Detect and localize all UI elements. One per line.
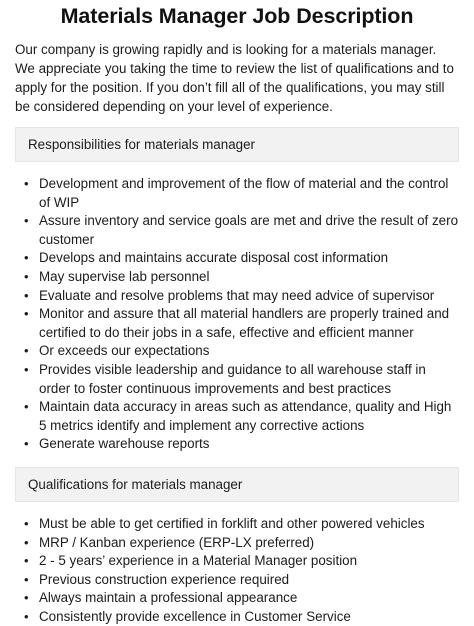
- list-item-text: Monitor and assure that all material handlers are properly trained and certified to do their jobs in a safe, effective and efficient manner: [39, 306, 450, 340]
- list-item: [15, 175, 459, 212]
- list-item-text: Assure inventory and service goals are met and drive the result of zero customer: [39, 213, 459, 247]
- list-item: [15, 435, 459, 454]
- bullet-icon: •: [24, 399, 29, 415]
- bullet-icon: •: [24, 287, 29, 303]
- list-item: [15, 534, 459, 553]
- list-item: [15, 552, 459, 571]
- list-item: [15, 268, 459, 287]
- bullet-icon: •: [24, 515, 29, 531]
- list-item-text: MRP / Kanban experience (ERP-LX preferred): [39, 534, 315, 550]
- list-item-text: 2 - 5 years’ experience in a Material Manager position: [39, 553, 358, 569]
- list-item: [15, 287, 459, 306]
- list-item-text: Develops and maintains accurate disposal cost information: [39, 250, 389, 266]
- bullet-icon: •: [24, 608, 29, 624]
- list-item-text: Maintain data accuracy in areas such as attendance, quality and High 5 metrics identify and implement any corrective actions: [39, 399, 452, 433]
- list-item: [15, 361, 459, 398]
- qualifications-header: [15, 467, 459, 502]
- bullet-icon: •: [24, 268, 29, 284]
- qualifications-list: [15, 515, 459, 626]
- list-item: [15, 212, 459, 249]
- list-item-text: May supervise lab personnel: [39, 268, 210, 284]
- responsibilities-header: [15, 127, 459, 162]
- bullet-icon: •: [24, 590, 29, 606]
- bullet-icon: •: [24, 176, 29, 191]
- list-item: [15, 571, 459, 590]
- list-item-text: Provides visible leadership and guidance to all warehouse staff in order to foster continuous improvements and best practices: [39, 361, 426, 396]
- bullet-icon: •: [24, 250, 29, 266]
- page-title: Materials Manager Job Description: [60, 4, 414, 28]
- bullet-icon: •: [24, 534, 29, 550]
- bullet-icon: •: [24, 343, 29, 359]
- bullet-icon: •: [24, 553, 29, 569]
- bullet-icon: •: [24, 571, 29, 587]
- list-item: [15, 342, 459, 361]
- list-item: [15, 608, 459, 626]
- bullet-icon: •: [24, 436, 29, 452]
- list-item: [15, 515, 459, 534]
- list-item-text: Development and improvement of the flow of material and the control of WIP: [39, 176, 449, 210]
- qualifications-heading: Qualifications for materials manager: [28, 476, 243, 492]
- list-item-text: Evaluate and resolve problems that may need advice of supervisor: [39, 287, 435, 303]
- bullet-icon: •: [24, 306, 29, 322]
- list-item: [15, 589, 459, 608]
- bullet-icon: •: [24, 213, 29, 229]
- list-item: [15, 398, 459, 435]
- list-item-text: Must be able to get certified in forklift and other powered vehicles: [39, 515, 425, 531]
- bullet-icon: •: [24, 361, 29, 377]
- list-item-text: Generate warehouse reports: [39, 436, 210, 452]
- responsibilities-list: [15, 175, 459, 454]
- list-item-text: Consistently provide excellence in Customer Service: [39, 608, 351, 624]
- intro-paragraph: Our company is growing rapidly and is looking for a materials manager. We appreciate you taking the time to review the list of qualifications and to apply for the position. If you don’t fill all of the qualifications, you may still be considered depending on your level of experience.: [15, 42, 454, 114]
- list-item-text: Previous construction experience required: [39, 571, 290, 587]
- list-item-text: Or exceeds our expectations: [39, 343, 210, 359]
- responsibilities-heading: Responsibilities for materials manager: [28, 137, 255, 152]
- list-item: [15, 305, 459, 342]
- list-item-text: Always maintain a professional appearance: [39, 590, 298, 606]
- list-item: [15, 249, 459, 268]
